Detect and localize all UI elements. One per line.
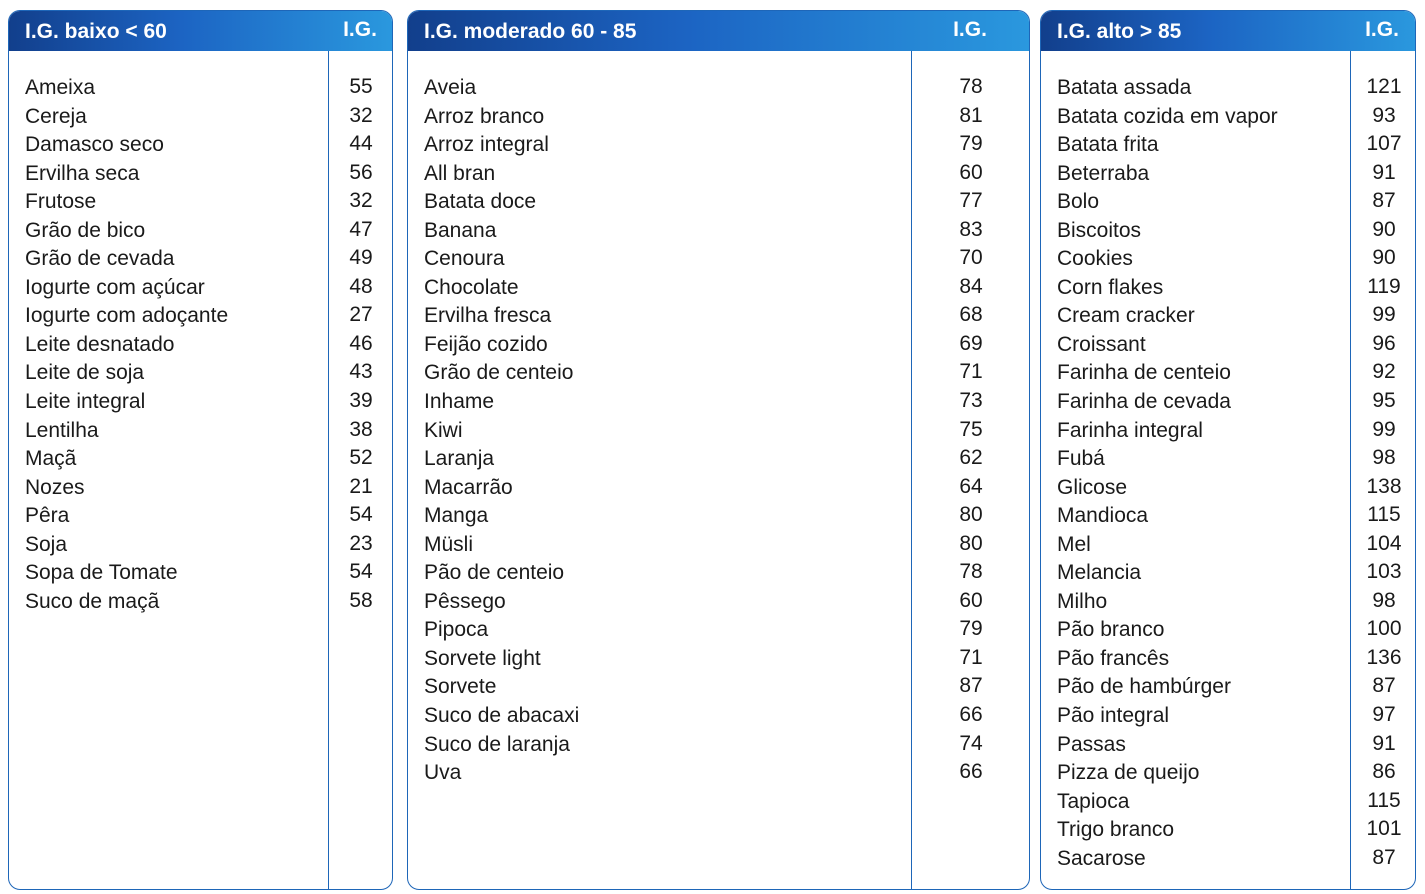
ig-value: 39 <box>349 389 373 413</box>
ig-value: 100 <box>1366 617 1402 641</box>
ig-value: 119 <box>1367 274 1401 298</box>
table-row <box>9 447 392 476</box>
ig-value: 87 <box>1372 845 1396 869</box>
ig-value: 27 <box>349 303 373 327</box>
table-row <box>408 162 1029 191</box>
ig-value: 84 <box>959 274 983 298</box>
food-name: Pão de hambúrger <box>1057 675 1231 699</box>
table-row <box>1041 447 1415 476</box>
table-row <box>1041 733 1415 762</box>
ig-value: 87 <box>959 674 983 698</box>
ig-value: 86 <box>1372 760 1396 784</box>
food-name: Lentilha <box>25 418 99 442</box>
ig-value: 73 <box>959 389 983 413</box>
ig-value: 97 <box>1372 703 1396 727</box>
table-row <box>408 133 1029 162</box>
food-name: All bran <box>424 161 496 185</box>
table-row <box>9 533 392 562</box>
food-name: Corn flakes <box>1057 275 1164 299</box>
table-row <box>9 590 392 619</box>
ig-value: 78 <box>959 75 983 98</box>
food-name: Pêra <box>25 504 70 528</box>
table-row <box>1041 333 1415 362</box>
food-name: Batata frita <box>1057 133 1159 157</box>
food-name: Laranja <box>424 447 495 471</box>
ig-value: 104 <box>1366 531 1402 555</box>
food-name: Suco de laranja <box>424 732 570 756</box>
ig-value: 46 <box>349 331 373 355</box>
table-row <box>9 219 392 248</box>
food-name: Ameixa <box>25 76 96 99</box>
table-row <box>408 590 1029 619</box>
table-row <box>1041 590 1415 619</box>
food-name: Macarrão <box>424 475 513 499</box>
table-row <box>9 76 392 105</box>
ig-value: 71 <box>959 645 983 669</box>
ig-value: 47 <box>349 217 373 241</box>
table-row <box>408 76 1029 105</box>
food-name: Chocolate <box>424 275 519 299</box>
table-row <box>408 304 1029 333</box>
ig-value: 93 <box>1372 103 1396 127</box>
table-row <box>1041 504 1415 533</box>
food-name: Banana <box>424 218 497 242</box>
ig-value: 74 <box>959 731 983 755</box>
food-name: Sopa de Tomate <box>25 561 178 585</box>
table-row <box>9 561 392 590</box>
ig-value: 43 <box>349 360 373 384</box>
table-row <box>1041 647 1415 676</box>
table-row <box>408 561 1029 590</box>
table-row <box>408 419 1029 448</box>
ig-value: 38 <box>349 417 373 441</box>
panel-ig-alto <box>1040 10 1416 890</box>
table-row <box>408 675 1029 704</box>
food-name: Nozes <box>25 475 85 499</box>
food-name: Pão francês <box>1057 646 1170 670</box>
table-row <box>408 105 1029 134</box>
table-row <box>9 162 392 191</box>
table-row <box>1041 133 1415 162</box>
ig-value: 103 <box>1366 560 1402 584</box>
table-row <box>1041 761 1415 790</box>
food-name: Arroz branco <box>424 104 545 128</box>
food-name: Maçã <box>25 447 77 471</box>
food-name: Croissant <box>1057 332 1146 356</box>
ig-value: 60 <box>959 160 983 184</box>
ig-value: 64 <box>959 474 983 498</box>
food-name: Tapioca <box>1057 789 1130 813</box>
ig-value: 115 <box>1367 788 1401 812</box>
table-row <box>408 390 1029 419</box>
table-row <box>408 647 1029 676</box>
food-name: Frutose <box>25 190 97 214</box>
table-row <box>1041 162 1415 191</box>
table-row <box>9 304 392 333</box>
table-row <box>9 504 392 533</box>
table-row <box>1041 276 1415 305</box>
food-name: Iogurte com açúcar <box>25 275 205 299</box>
table-row <box>408 761 1029 790</box>
ig-value: 91 <box>1372 160 1396 184</box>
table-row <box>408 361 1029 390</box>
ig-value: 69 <box>959 331 983 355</box>
panel-ig-baixo <box>8 10 393 890</box>
table-row <box>9 105 392 134</box>
food-name: Farinha de cevada <box>1057 390 1231 414</box>
table-row <box>1041 675 1415 704</box>
table-row <box>408 247 1029 276</box>
ig-value: 92 <box>1372 360 1396 384</box>
food-name: Damasco seco <box>25 133 164 157</box>
food-name: Farinha de centeio <box>1057 361 1231 385</box>
food-name: Aveia <box>424 76 477 99</box>
table-row <box>1041 476 1415 505</box>
table-row <box>1041 247 1415 276</box>
ig-value: 58 <box>349 588 373 612</box>
food-name: Fubá <box>1057 447 1105 471</box>
food-name: Melancia <box>1057 561 1142 585</box>
ig-value: 44 <box>349 132 373 156</box>
food-name: Pizza de queijo <box>1057 761 1200 785</box>
ig-value: 99 <box>1372 303 1396 327</box>
food-name: Batata doce <box>424 190 537 214</box>
food-name: Pêssego <box>424 589 506 613</box>
ig-value: 71 <box>959 360 983 384</box>
table-row <box>9 276 392 305</box>
food-name: Grão de cevada <box>25 247 175 271</box>
table-row <box>9 247 392 276</box>
food-name: Leite de soja <box>25 361 145 385</box>
food-name: Bolo <box>1057 190 1100 214</box>
panel-header <box>1041 11 1415 51</box>
ig-value: 54 <box>349 503 373 527</box>
ig-value: 23 <box>349 531 373 555</box>
table-row <box>1041 818 1415 847</box>
food-name: Pipoca <box>424 618 489 642</box>
food-name: Pão integral <box>1057 704 1170 728</box>
food-name: Kiwi <box>424 418 463 442</box>
ig-value: 90 <box>1372 217 1396 241</box>
food-name: Farinha integral <box>1057 418 1203 442</box>
food-name: Trigo branco <box>1057 818 1175 842</box>
ig-value: 78 <box>959 560 983 584</box>
table-row <box>1041 390 1415 419</box>
table-row <box>9 361 392 390</box>
food-name: Batata cozida em vapor <box>1057 104 1278 128</box>
table-row <box>1041 533 1415 562</box>
panel-title: I.G. baixo < 60 <box>25 20 167 43</box>
ig-value: 80 <box>959 503 983 527</box>
ig-value: 55 <box>349 75 373 98</box>
food-name: Arroz integral <box>424 133 549 157</box>
food-name: Feijão cozido <box>424 332 548 356</box>
table-row <box>1041 419 1415 448</box>
panel-title: I.G. moderado 60 - 85 <box>424 20 637 43</box>
table-row <box>408 533 1029 562</box>
food-name: Milho <box>1057 589 1108 613</box>
food-name: Soja <box>25 532 68 556</box>
ig-value: 32 <box>349 103 373 127</box>
food-name: Pão branco <box>1057 618 1165 642</box>
food-name: Mandioca <box>1057 504 1149 528</box>
table-row <box>1041 561 1415 590</box>
ig-value: 79 <box>959 132 983 156</box>
table-row <box>408 704 1029 733</box>
ig-value: 81 <box>959 103 983 127</box>
ig-value: 115 <box>1367 503 1401 527</box>
ig-value: 49 <box>349 246 373 270</box>
ig-value: 87 <box>1372 189 1396 213</box>
ig-column-header: I.G. <box>343 18 377 41</box>
ig-value: 101 <box>1366 817 1402 841</box>
table-row <box>408 618 1029 647</box>
table-row <box>408 333 1029 362</box>
ig-value: 96 <box>1372 331 1396 355</box>
ig-value: 138 <box>1366 474 1402 498</box>
ig-value: 70 <box>959 246 983 270</box>
table-row <box>9 333 392 362</box>
table-row <box>408 219 1029 248</box>
food-name: Uva <box>424 761 462 785</box>
table-row <box>9 476 392 505</box>
panel-ig-moderado <box>407 10 1030 890</box>
food-name: Batata assada <box>1057 76 1192 99</box>
food-name: Müsli <box>424 532 474 556</box>
ig-value: 79 <box>959 617 983 641</box>
table-row <box>408 447 1029 476</box>
ig-value: 62 <box>959 446 983 470</box>
table-row <box>408 504 1029 533</box>
table-row <box>9 390 392 419</box>
ig-column-header: I.G. <box>1365 18 1399 41</box>
food-name: Suco de maçã <box>25 589 160 613</box>
ig-value: 136 <box>1366 645 1402 669</box>
ig-value: 98 <box>1372 588 1396 612</box>
table-row <box>1041 790 1415 819</box>
food-name: Sorvete <box>424 675 497 699</box>
ig-value: 75 <box>959 417 983 441</box>
ig-value: 52 <box>349 446 373 470</box>
table-row <box>1041 304 1415 333</box>
food-name: Ervilha seca <box>25 161 140 185</box>
table-row <box>1041 361 1415 390</box>
table-row <box>1041 190 1415 219</box>
panel-header <box>408 11 1029 51</box>
ig-value: 77 <box>959 189 983 213</box>
ig-value: 66 <box>959 703 983 727</box>
food-list <box>9 76 392 618</box>
table-row <box>9 133 392 162</box>
food-name: Leite integral <box>25 390 146 414</box>
food-name: Manga <box>424 504 489 528</box>
ig-value: 60 <box>959 588 983 612</box>
food-name: Sorvete light <box>424 646 541 670</box>
food-name: Cereja <box>25 104 87 128</box>
ig-value: 98 <box>1372 446 1396 470</box>
food-name: Suco de abacaxi <box>424 704 580 728</box>
table-row <box>1041 847 1415 876</box>
panel-header <box>9 11 392 51</box>
food-name: Inhame <box>424 390 495 414</box>
table-row <box>408 476 1029 505</box>
food-name: Cookies <box>1057 247 1133 271</box>
food-name: Passas <box>1057 732 1126 756</box>
ig-value: 107 <box>1366 132 1402 156</box>
food-name: Cream cracker <box>1057 304 1195 328</box>
ig-value: 56 <box>349 160 373 184</box>
table-row <box>9 190 392 219</box>
table-row <box>1041 704 1415 733</box>
food-name: Cenoura <box>424 247 505 271</box>
table-row <box>9 419 392 448</box>
ig-value: 21 <box>349 474 373 498</box>
food-name: Ervilha fresca <box>424 304 552 328</box>
ig-value: 87 <box>1372 674 1396 698</box>
ig-value: 121 <box>1366 75 1402 98</box>
ig-value: 80 <box>959 531 983 555</box>
food-name: Grão de bico <box>25 218 146 242</box>
food-name: Pão de centeio <box>424 561 565 585</box>
food-name: Biscoitos <box>1057 218 1142 242</box>
panel-title: I.G. alto > 85 <box>1057 20 1182 43</box>
ig-value: 54 <box>349 560 373 584</box>
food-name: Glicose <box>1057 475 1128 499</box>
food-list <box>408 76 1029 790</box>
table-row <box>1041 618 1415 647</box>
food-name: Beterraba <box>1057 161 1150 185</box>
ig-value: 91 <box>1372 731 1396 755</box>
table-row <box>1041 76 1415 105</box>
ig-value: 99 <box>1372 417 1396 441</box>
food-list <box>1041 76 1415 875</box>
table-row <box>408 190 1029 219</box>
food-name: Leite desnatado <box>25 332 175 356</box>
ig-column-header: I.G. <box>953 18 987 41</box>
ig-value: 68 <box>959 303 983 327</box>
food-name: Iogurte com adoçante <box>25 304 229 328</box>
table-row <box>408 276 1029 305</box>
ig-value: 48 <box>349 274 373 298</box>
table-row <box>1041 105 1415 134</box>
food-name: Grão de centeio <box>424 361 574 385</box>
table-row <box>1041 219 1415 248</box>
food-name: Sacarose <box>1057 846 1146 870</box>
ig-value: 90 <box>1372 246 1396 270</box>
ig-value: 95 <box>1372 389 1396 413</box>
ig-value: 83 <box>959 217 983 241</box>
ig-value: 66 <box>959 760 983 784</box>
table-row <box>408 733 1029 762</box>
ig-value: 32 <box>349 189 373 213</box>
food-name: Mel <box>1057 532 1091 556</box>
